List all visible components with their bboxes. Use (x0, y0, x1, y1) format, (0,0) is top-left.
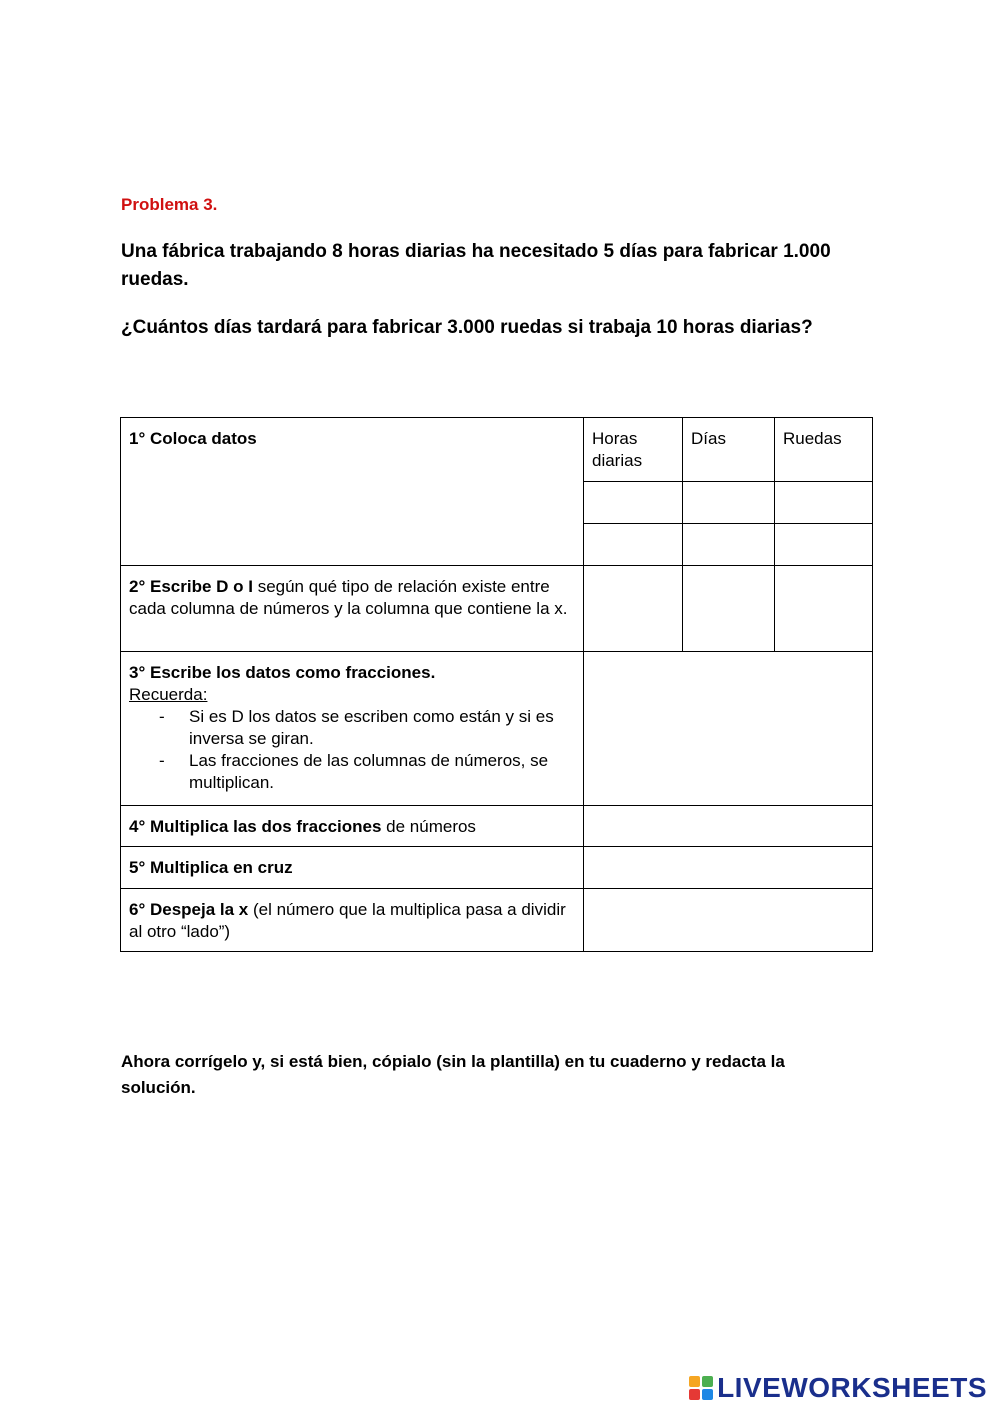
input-cell-ruedas-1[interactable] (775, 482, 873, 524)
footer-note: Ahora corrígelo y, si está bien, cópialo (sin la plantilla) en tu cuaderno y redacta la solución. (121, 1052, 785, 1097)
list-item: - Las fracciones de las columnas de números, se multiplican. (129, 750, 575, 794)
list-item: - Si es D los datos se escriben como están y si es inversa se giran. (129, 706, 575, 750)
input-cell-multiply[interactable] (584, 806, 873, 847)
input-cell-horas-1[interactable] (584, 482, 683, 524)
step2-bold: 2° Escribe D o I (129, 577, 253, 596)
worksheet-table (120, 417, 873, 952)
input-cell-cross-multiply[interactable] (584, 847, 873, 889)
step1-label: 1° Coloca datos (121, 418, 584, 566)
step4-label (121, 806, 584, 847)
input-cell-relation-horas[interactable] (584, 566, 683, 652)
step6-label (121, 889, 584, 952)
input-cell-relation-dias[interactable] (683, 566, 775, 652)
input-cell-dias-2[interactable] (683, 524, 775, 566)
column-header-dias: Días (683, 418, 775, 482)
input-cell-horas-2[interactable] (584, 524, 683, 566)
column-header-ruedas: Ruedas (775, 418, 873, 482)
input-cell-fractions[interactable] (584, 652, 873, 806)
column-header-horas: Horas diarias (584, 418, 683, 482)
input-cell-relation-ruedas[interactable] (775, 566, 873, 652)
step3-recuerda: Recuerda: (129, 685, 208, 704)
liveworksheets-logo (689, 1372, 987, 1404)
input-cell-ruedas-2[interactable] (775, 524, 873, 566)
problem-title: Problema 3. (121, 195, 218, 214)
step3-label (121, 652, 584, 806)
step3-list (129, 706, 575, 794)
step4-text: de números (381, 817, 476, 836)
step6-bold: 6° Despeja la x (129, 900, 249, 919)
step2-label (121, 566, 584, 652)
step3-bold: 3° Escribe los datos como fracciones. (129, 663, 436, 682)
input-cell-dias-1[interactable] (683, 482, 775, 524)
problem-statement: Una fábrica trabajando 8 horas diarias ha necesitado 5 días para fabricar 1.000 ruedas. (121, 241, 831, 290)
step2-text: según qué tipo de relación existe entre cada columna de números y la columna que contiene la x. (129, 577, 568, 618)
step5-label: 5° Multiplica en cruz (121, 847, 584, 889)
logo-text: LIVEWORKSHEETS (717, 1372, 987, 1403)
logo-icon (689, 1376, 713, 1400)
step4-bold: 4° Multiplica las dos fracciones (129, 817, 382, 836)
input-cell-solve-x[interactable] (584, 889, 873, 952)
problem-question: ¿Cuántos días tardará para fabricar 3.000 ruedas si trabaja 10 horas diarias? (121, 317, 813, 338)
step6-text: (el número que la multiplica pasa a dividir al otro “lado”) (129, 900, 566, 941)
